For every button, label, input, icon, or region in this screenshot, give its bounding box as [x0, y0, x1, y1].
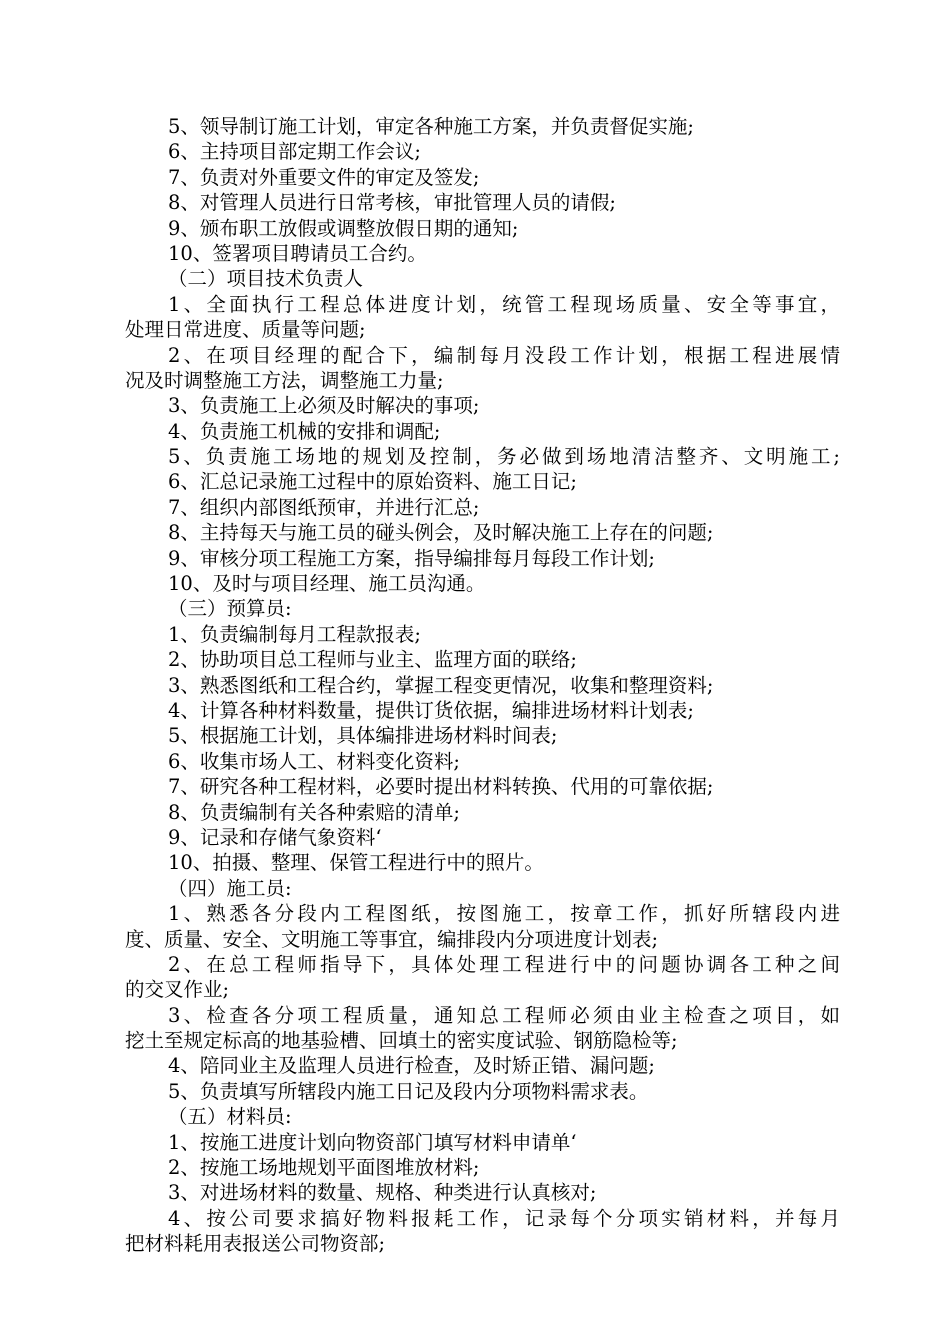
text-line: 8、主持每天与施工员的碰头例会，及时解决施工上存在的问题; — [168, 521, 714, 545]
text-line: 6、汇总记录施工过程中的原始资料、施工日记; — [168, 470, 577, 494]
text-line: 8、对管理人员进行日常考核，审批管理人员的请假; — [168, 191, 616, 215]
text-line: （三）预算员: — [168, 597, 292, 621]
text-line: 10、签署项目聘请员工合约。 — [168, 241, 427, 265]
text-line: 3、检查各分项工程质量，通知总工程师必须由业主检查之项目，如 — [168, 1003, 840, 1027]
text-line: 1、按施工进度计划向物资部门填写材料申请单‘ — [168, 1130, 577, 1154]
text-line: 4、按公司要求搞好物料报耗工作，记录每个分项实销材料，并每月 — [168, 1206, 840, 1230]
text-line: 2、协助项目总工程师与业主、监理方面的联络; — [168, 648, 577, 672]
text-line: 3、负责施工上必须及时解决的事项; — [168, 394, 480, 418]
text-line: 处理日常进度、质量等问题; — [125, 318, 366, 342]
text-line: 3、熟悉图纸和工程合约，掌握工程变更情况，收集和整理资料; — [168, 673, 714, 697]
text-line: 3、对进场材料的数量、规格、种类进行认真核对; — [168, 1181, 597, 1205]
text-line: 9、审核分项工程施工方案，指导编排每月每段工作计划; — [168, 546, 655, 570]
text-line: 7、组织内部图纸预审，并进行汇总; — [168, 495, 480, 519]
document-body — [125, 114, 840, 1257]
text-line: 4、负责施工机械的安排和调配; — [168, 419, 441, 443]
text-line: 7、负责对外重要文件的审定及签发; — [168, 165, 480, 189]
text-line: 况及时调整施工方法，调整施工力量; — [125, 368, 444, 392]
text-line: 8、负责编制有关各种索赔的清单; — [168, 800, 460, 824]
text-line: 2、在总工程师指导下，具体处理工程进行中的问题协调各工种之间 — [168, 952, 840, 976]
text-line: 9、记录和存储气象资料‘ — [168, 825, 382, 849]
text-line: 6、收集市场人工、材料变化资料; — [168, 749, 460, 773]
text-line: 4、陪同业主及监理人员进行检查，及时矫正错、漏问题; — [168, 1054, 655, 1078]
text-line: 5、负责填写所辖段内施工日记及段内分项物料需求表。 — [168, 1079, 649, 1103]
text-line: 的交叉作业; — [125, 978, 230, 1002]
text-line: 10、及时与项目经理、施工员沟通。 — [168, 572, 486, 596]
text-line: 4、计算各种材料数量，提供订货依据，编排进场材料计划表; — [168, 698, 694, 722]
text-line: 2、按施工场地规划平面图堆放材料; — [168, 1156, 480, 1180]
text-line: （四）施工员: — [168, 876, 292, 900]
text-line: 挖土至规定标高的地基验槽、回填土的密实度试验、钢筋隐检等; — [125, 1029, 678, 1053]
text-line: 2、在项目经理的配合下，编制每月没段工作计划，根据工程进展情 — [168, 343, 840, 367]
text-line: 7、研究各种工程材料，必要时提出材料转换、代用的可靠依据; — [168, 775, 714, 799]
text-line: 5、领导制订施工计划，审定各种施工方案，并负责督促实施; — [168, 115, 694, 138]
text-line: （五）材料员: — [168, 1105, 292, 1129]
text-line: 5、负责施工场地的规划及控制，务必做到场地清洁整齐、文明施工; — [168, 445, 840, 469]
text-line: 把材料耗用表报送公司物资部; — [125, 1232, 386, 1256]
text-line: 10、拍摄、整理、保管工程进行中的照片。 — [168, 851, 544, 875]
text-line: 1、负责编制每月工程款报表; — [168, 622, 421, 646]
text-line: 5、根据施工计划，具体编排进场材料时间表; — [168, 724, 558, 748]
text-line: 度、质量、安全、文明施工等事宜，编排段内分项进度计划表; — [125, 927, 659, 951]
text-line: 9、颁布职工放假或调整放假日期的通知; — [168, 216, 519, 240]
text-line: 1、全面执行工程总体进度计划，统管工程现场质量、安全等事宜， — [168, 292, 840, 316]
text-line: 1、熟悉各分段内工程图纸，按图施工，按章工作，抓好所辖段内进 — [168, 902, 840, 926]
text-line: （二）项目技术负责人 — [168, 267, 364, 291]
text-line: 6、主持项目部定期工作会议; — [168, 140, 421, 164]
